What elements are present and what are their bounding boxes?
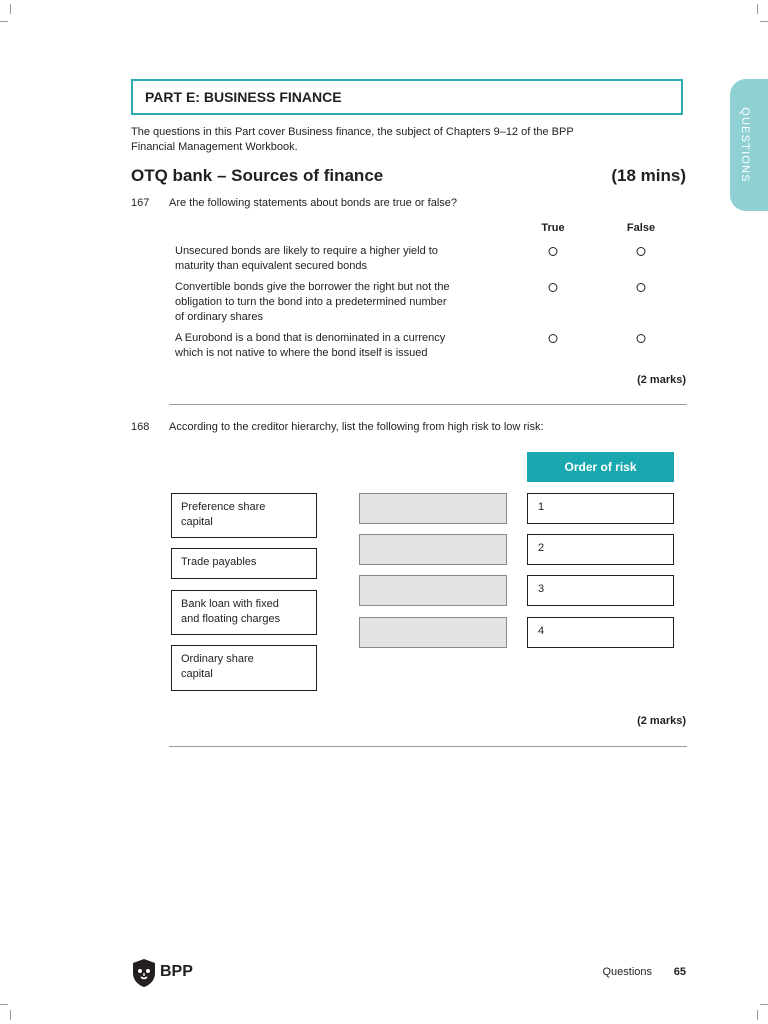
page-number: 65	[673, 966, 686, 978]
rank-number: 1	[538, 501, 545, 513]
divider	[169, 404, 687, 405]
rank-number: 3	[538, 583, 545, 595]
crop-mark	[0, 21, 8, 22]
drop-target[interactable]	[359, 575, 507, 606]
item-line: Bank loan with fixed	[181, 598, 279, 610]
crop-mark	[757, 4, 758, 14]
rank-box	[527, 534, 674, 565]
order-of-risk-header-text: Order of risk	[564, 460, 637, 474]
question-number: 168	[131, 421, 150, 433]
radio-false[interactable]	[637, 334, 646, 343]
crop-mark	[757, 1010, 758, 1020]
rank-box	[527, 493, 674, 524]
crop-mark	[10, 1010, 11, 1020]
rank-box	[527, 575, 674, 606]
question-number: 167	[131, 197, 150, 209]
section-time: (18 mins)	[611, 166, 686, 185]
rank-number: 4	[538, 625, 545, 637]
draggable-item[interactable]	[171, 493, 317, 538]
item-line: Ordinary share	[181, 653, 254, 665]
draggable-item[interactable]	[171, 645, 317, 691]
statement	[175, 331, 515, 361]
order-of-risk-header	[527, 452, 674, 482]
radio-false[interactable]	[637, 247, 646, 256]
section-title: OTQ bank – Sources of finance	[131, 166, 384, 185]
statement	[175, 244, 515, 274]
crop-mark	[760, 21, 768, 22]
side-tab-text: QUESTIONS	[739, 107, 751, 183]
footer-brand: BPP	[160, 963, 193, 980]
bpp-lion-logo-icon	[131, 958, 157, 988]
statement-line: A Eurobond is a bond that is denominated in a currency	[175, 332, 446, 344]
rank-number: 2	[538, 542, 545, 554]
statement	[175, 280, 515, 325]
intro-paragraph	[131, 125, 651, 155]
statement-line: Unsecured bonds are likely to require a higher yield to	[175, 245, 438, 257]
question-text: Are the following statements about bonds are true or false?	[169, 197, 458, 209]
radio-true[interactable]	[549, 283, 558, 292]
draggable-item[interactable]	[171, 590, 317, 635]
statement-line: of ordinary shares	[175, 311, 264, 323]
item-line: capital	[181, 668, 213, 680]
radio-false[interactable]	[637, 283, 646, 292]
crop-mark	[0, 1004, 8, 1005]
intro-line: The questions in this Part cover Business finance, the subject of Chapters 9–12 of the BPP	[131, 126, 574, 138]
crop-mark	[760, 1004, 768, 1005]
statement-line: maturity than equivalent secured bonds	[175, 260, 368, 272]
drop-target[interactable]	[359, 617, 507, 648]
intro-line: Financial Management Workbook.	[131, 141, 298, 153]
item-line: Trade payables	[181, 556, 257, 568]
statement-line: Convertible bonds give the borrower the right but not the	[175, 281, 450, 293]
item-line: and floating charges	[181, 613, 281, 625]
marks-label: (2 marks)	[637, 715, 686, 727]
radio-true[interactable]	[549, 247, 558, 256]
question-text: According to the creditor hierarchy, list the following from high risk to low risk:	[169, 421, 544, 433]
item-line: Preference share	[181, 501, 266, 513]
marks-label: (2 marks)	[637, 374, 686, 386]
statement-line: which is not native to where the bond itself is issued	[175, 347, 428, 359]
drop-target[interactable]	[359, 493, 507, 524]
crop-mark	[10, 4, 11, 14]
draggable-item[interactable]	[171, 548, 317, 579]
footer-label: Questions	[602, 966, 652, 978]
part-heading-text: PART E: BUSINESS FINANCE	[145, 89, 342, 105]
item-line: capital	[181, 516, 213, 528]
divider	[169, 746, 687, 747]
column-header-true: True	[541, 222, 565, 234]
drop-target[interactable]	[359, 534, 507, 565]
radio-true[interactable]	[549, 334, 558, 343]
rank-box	[527, 617, 674, 648]
statement-line: obligation to turn the bond into a predetermined number	[175, 296, 447, 308]
column-header-false: False	[626, 222, 656, 234]
part-heading	[131, 79, 683, 115]
